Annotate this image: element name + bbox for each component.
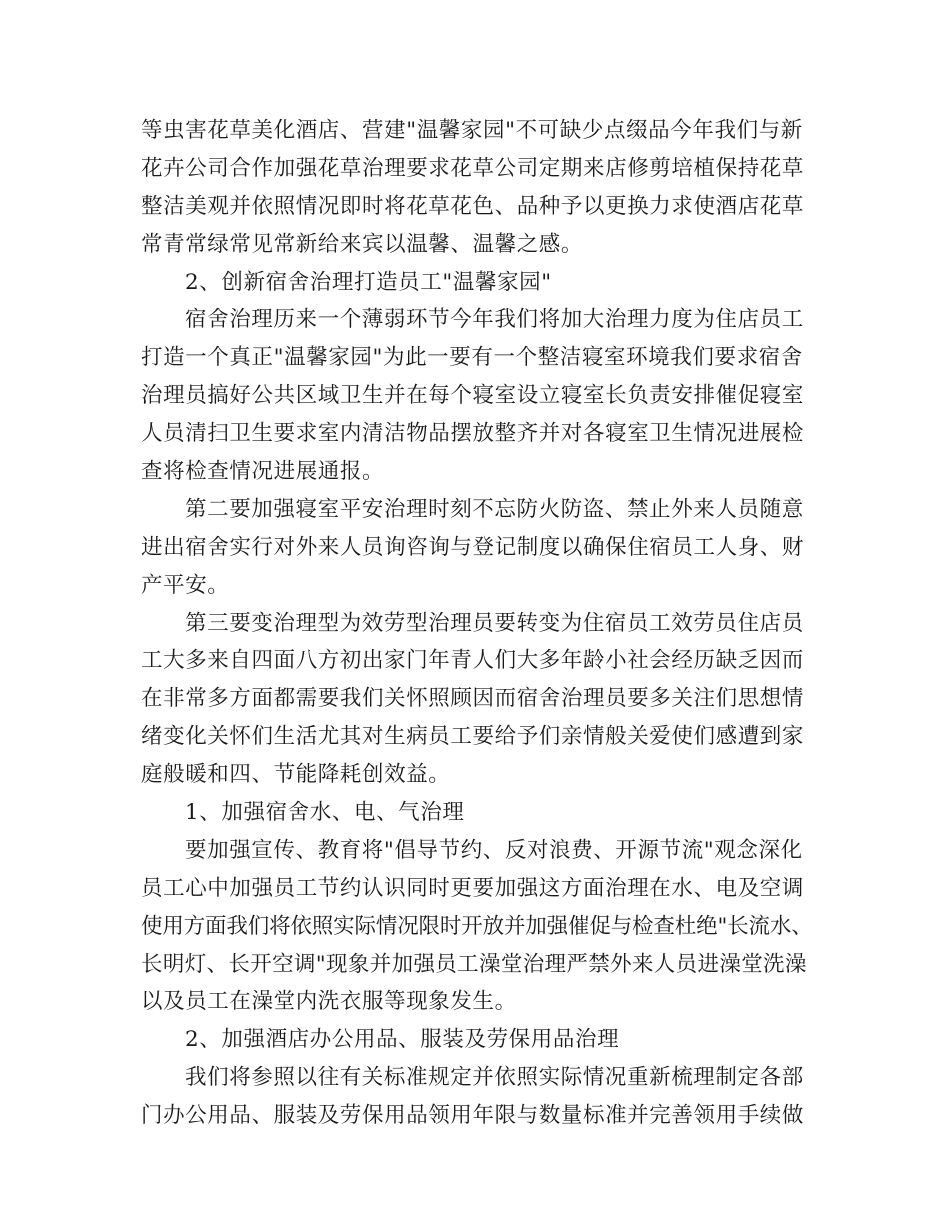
text-line: 我们将参照以往有关标准规定并依照实际情况重新梳理制定各部 [185, 1065, 804, 1091]
text-line: 2、加强酒店办公用品、服装及劳保用品治理 [185, 1027, 620, 1053]
text-line: 等虫害花草美化酒店、营建"温馨家园"不可缺少点缀品今年我们与新 [141, 118, 803, 143]
text-line: 进出宿舍实行对外来人员询咨询与登记制度以确保住宿员工人身、财 [141, 534, 805, 560]
text-line: 治理员搞好公共区域卫生并在每个寝室设立寝室长负责安排催促寝室 [141, 383, 805, 409]
text-line: 查将检查情况进展通报。 [141, 459, 385, 485]
text-line: 第二要加强寝室平安治理时刻不忘防火防盗、禁止外来人员随意 [185, 496, 804, 522]
text-line: 要加强宣传、教育将"倡导节约、反对浪费、开源节流"观念深化 [185, 837, 803, 863]
document-body [141, 112, 813, 1135]
text-line: 1、加强宿舍水、电、气治理 [185, 800, 465, 826]
text-line: 工大多来自四面八方初出家门年青人们大多年龄小社会经历缺乏因而 [141, 648, 805, 674]
text-line: 第三要变治理型为效劳型治理员要转变为住宿员工效劳员住店员 [185, 610, 804, 636]
text-line: 整洁美观并依照情况即时将花草花色、品种予以更换力求使酒店花草 [141, 193, 805, 219]
text-line: 花卉公司合作加强花草治理要求花草公司定期来店修剪培植保持花草 [141, 155, 805, 181]
text-line: 常青常绿常见常新给来宾以温馨、温馨之感。 [141, 231, 584, 257]
text-line: 长明灯、长开空调"现象并加强员工澡堂治理严禁外来人员进澡堂洗澡 [141, 951, 807, 977]
text-line: 宿舍治理历来一个薄弱环节今年我们将加大治理力度为住店员工 [185, 307, 804, 333]
text-line: 2、创新宿舍治理打造员工"温馨家园" [185, 269, 552, 295]
text-line: 产平安。 [141, 572, 230, 598]
text-line: 人员清扫卫生要求室内清洁物品摆放整齐并对各寝室卫生情况进展检 [141, 421, 805, 447]
text-line: 打造一个真正"温馨家园"为此一要有一个整洁寝室环境我们要求宿舍 [141, 345, 803, 371]
text-line: 员工心中加强员工节约认识同时更要加强这方面治理在水、电及空调 [141, 875, 805, 901]
text-line: 在非常多方面都需要我们关怀照顾因而宿舍治理员要多关注们思想情 [141, 686, 805, 712]
text-line: 门办公用品、服装及劳保用品领用年限与数量标准并完善领用手续做 [141, 1103, 805, 1129]
text-line: 绪变化关怀们生活尤其对生病员工要给予们亲情般关爱使们感遭到家 [141, 724, 805, 750]
text-line: 使用方面我们将依照实际情况限时开放并加强催促与检查杜绝"长流水、 [141, 913, 813, 939]
text-line: 以及员工在澡堂内洗衣服等现象发生。 [141, 989, 517, 1015]
text-line: 庭般暖和四、节能降耗创效益。 [141, 762, 451, 788]
